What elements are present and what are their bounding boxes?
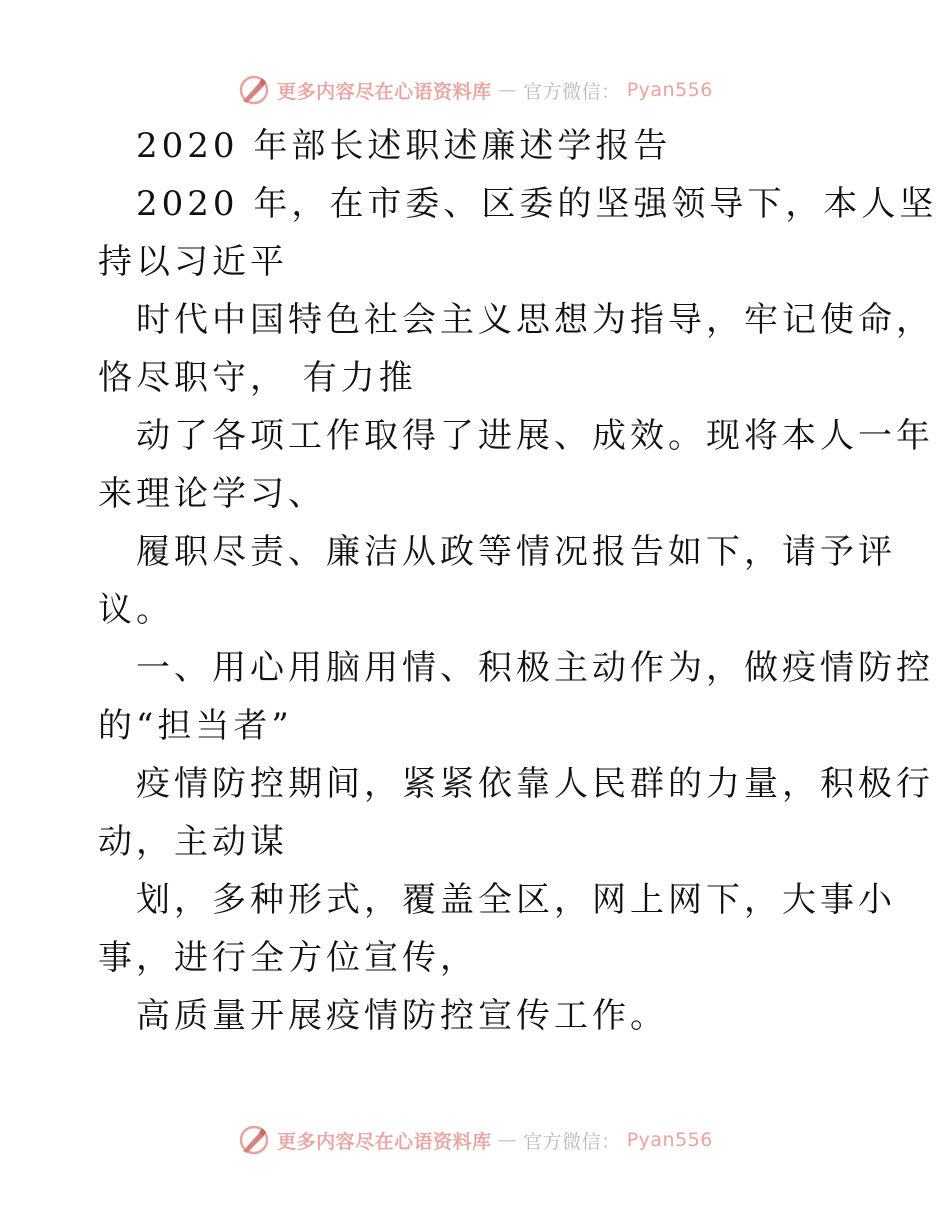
document-line: 高质量开展疫情防控宣传工作。 [136, 996, 668, 1036]
watermark-dash: — [497, 79, 518, 101]
pen-logo-icon [237, 73, 271, 107]
document-line: 2020 年部长述职述廉述学报告 [136, 126, 672, 166]
document-line: 时代中国特色社会主义思想为指导，牢记使命， [136, 300, 934, 340]
document-line: 疫情防控期间，紧紧依靠人民群的力量，积极行 [136, 764, 934, 804]
pen-logo-icon [237, 1123, 271, 1157]
watermark-main-text: 更多内容尽在心语资料库 [277, 80, 492, 103]
document-line: 持以习近平 [98, 242, 288, 282]
document-line: 恪尽职守， 有力推 [98, 358, 417, 398]
document-line: 划，多种形式，覆盖全区，网上网下，大事小 [136, 880, 896, 920]
watermark-sub-text: 官方微信： [523, 80, 621, 103]
header-watermark [0, 73, 950, 107]
document-line: 的“担当者” [98, 706, 293, 746]
watermark-sub-text: 官方微信： [523, 1130, 621, 1153]
document-line: 动了各项工作取得了进展、成效。现将本人一年 [136, 416, 934, 456]
watermark-main-text: 更多内容尽在心语资料库 [277, 1130, 492, 1153]
document-line: 动，主动谋 [98, 822, 288, 862]
document-line: 履职尽责、廉洁从政等情况报告如下，请予评 [136, 532, 896, 572]
document-line: 2020 年，在市委、区委的坚强领导下，本人坚 [136, 184, 938, 224]
document-body [98, 117, 938, 1045]
footer-watermark [0, 1123, 950, 1157]
document-line: 事，进行全方位宣传， [98, 938, 478, 978]
document-line: 议。 [98, 590, 174, 630]
watermark-dash: — [497, 1129, 518, 1151]
watermark-wechat-id: Pyan556 [626, 79, 713, 101]
document-line: 一、用心用脑用情、积极主动作为，做疫情防控 [136, 648, 934, 688]
watermark-wechat-id: Pyan556 [626, 1129, 713, 1151]
document-line: 来理论学习、 [98, 474, 326, 514]
